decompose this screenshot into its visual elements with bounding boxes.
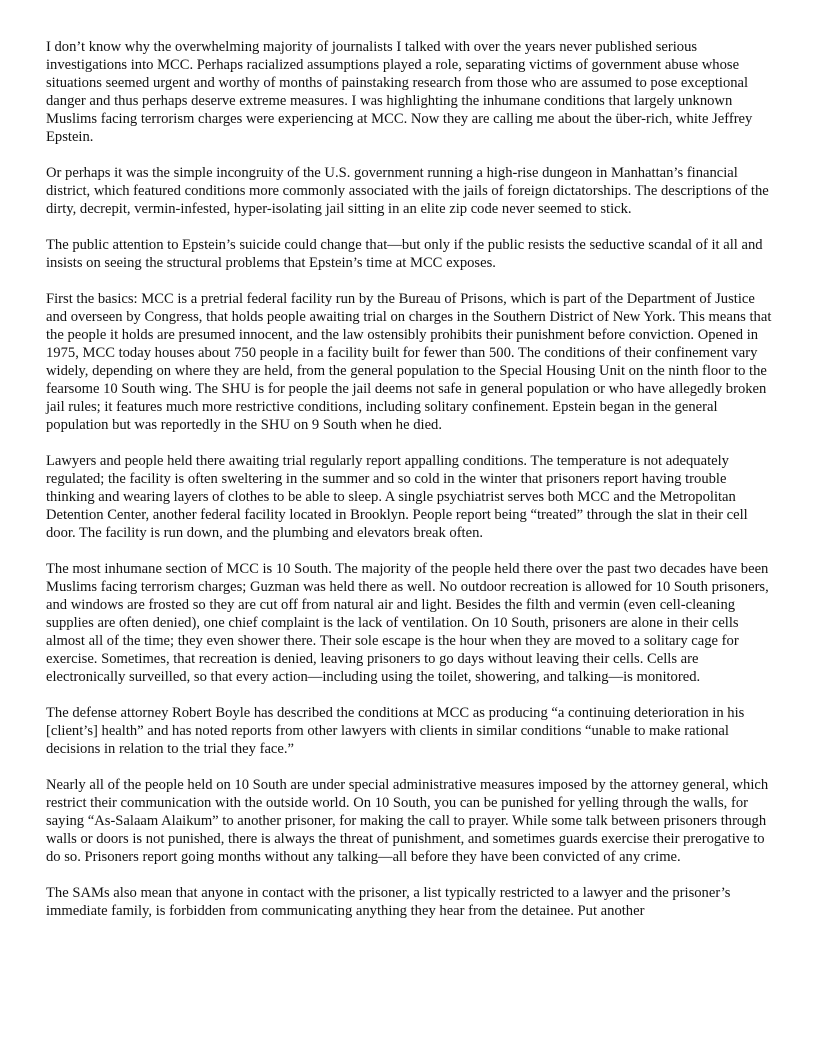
paragraph-6: The most inhumane section of MCC is 10 South. The majority of the people held there over the past two decades have been Muslims facing terrorism charges; Guzman was held there as well. No outdoor recreation is allowed for 10 South prisoners, and windows are frosted so they are cut off from natural air and light. Besides the filth and vermin (even cell-cleaning supplies are often denied), one chief complaint is the lack of ventilation. On 10 South, prisoners are alone in their cells almost all of the time; they even shower there. Their sole escape is the hour when they are moved to a solitary cage for exercise. Sometimes, that recreation is denied, leaving prisoners to go days without leaving their cells. Cells are electronically surveilled, so that every action—including using the toilet, showering, and talking—is monitored. <box>46 561 769 685</box>
paragraph-3: The public attention to Epstein’s suicide could change that—but only if the public resists the seductive scandal of it all and insists on seeing the structural problems that Epstein’s time at MCC exposes. <box>46 237 763 271</box>
paragraph-5: Lawyers and people held there awaiting trial regularly report appalling conditions. The temperature is not adequately regulated; the facility is often sweltering in the summer and so cold in the winter that prisoners report having trouble thinking and wearing layers of clothes to be able to sleep. A single psychiatrist serves both MCC and the Metropolitan Detention Center, another federal facility located in Brooklyn. People report being “treated” through the slat in their cell door. The facility is run down, and the plumbing and elevators break often. <box>46 453 748 541</box>
paragraph-2: Or perhaps it was the simple incongruity of the U.S. government running a high-rise dungeon in Manhattan’s financial district, which featured conditions more commonly associated with the jails of foreign dictatorships. The descriptions of the dirty, decrepit, vermin-infested, hyper-isolating jail sitting in an elite zip code never seemed to stick. <box>46 165 769 217</box>
document-page <box>46 38 774 938</box>
paragraph-1: I don’t know why the overwhelming majority of journalists I talked with over the years never published serious investigations into MCC. Perhaps racialized assumptions played a role, separating victims of government abuse whose situations seemed urgent and worthy of months of painstaking research from those who are assumed to pose exceptional danger and thus perhaps deserve extreme measures. I was highlighting the inhumane conditions that largely unknown Muslims facing terrorism charges were experiencing at MCC. Now they are calling me about the über-rich, white Jeffrey Epstein. <box>46 39 753 145</box>
paragraph-7: The defense attorney Robert Boyle has described the conditions at MCC as producing “a continuing deterioration in his [client’s] health” and has noted reports from other lawyers with clients in similar conditions “unable to make rational decisions in relation to the trial they face.” <box>46 705 745 757</box>
paragraph-8: Nearly all of the people held on 10 South are under special administrative measures imposed by the attorney general, which restrict their communication with the outside world. On 10 South, you can be punished for yelling through the walls, for saying “As-Salaam Alaikum” to another prisoner, for making the call to prayer. While some talk between prisoners through walls or doors is not punished, there is always the threat of punishment, and sometimes guards exercise their prerogative to do so. Prisoners report going months without any talking—all before they have been convicted of any crime. <box>46 777 769 865</box>
paragraph-9: The SAMs also mean that anyone in contact with the prisoner, a list typically restricted to a lawyer and the prisoner’s immediate family, is forbidden from communicating anything they hear from the detainee. Put another <box>46 885 731 919</box>
paragraph-4: First the basics: MCC is a pretrial federal facility run by the Bureau of Prisons, which is part of the Department of Justice and overseen by Congress, that holds people awaiting trial on charges in the Southern District of New York. This means that the people it holds are presumed innocent, and the law ostensibly prohibits their punishment before conviction. Opened in 1975, MCC today houses about 750 people in a facility built for fewer than 500. The conditions of their confinement vary widely, depending on where they are held, from the general population to the Special Housing Unit on the ninth floor to the fearsome 10 South wing. The SHU is for people the jail deems not safe in general population or who have allegedly broken jail rules; it features much more restrictive conditions, including solitary confinement. Epstein began in the general population but was reportedly in the SHU on 9 South when he died. <box>46 291 772 433</box>
